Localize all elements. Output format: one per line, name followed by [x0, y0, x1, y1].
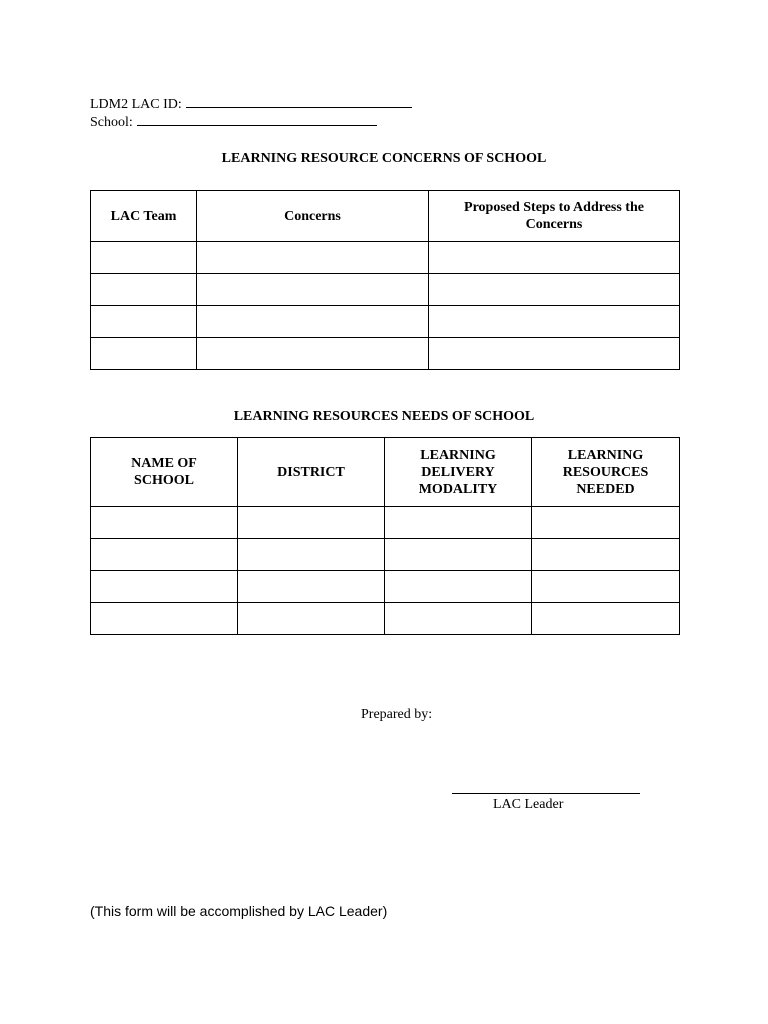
table-cell[interactable] [91, 507, 238, 539]
needs-table [90, 437, 680, 635]
concerns-section-title: LEARNING RESOURCE CONCERNS OF SCHOOL [221, 151, 547, 166]
table-row [91, 242, 680, 274]
table-cell[interactable] [385, 603, 532, 635]
col-header-lac-team: LAC Team [91, 191, 197, 242]
table-cell[interactable] [238, 539, 385, 571]
col-header-concerns: Concerns [197, 191, 429, 242]
table-row [91, 306, 680, 338]
table-cell[interactable] [91, 571, 238, 603]
ldm-lac-id-label: LDM2 LAC ID: [90, 97, 182, 112]
ldm-lac-id-field [90, 94, 412, 114]
table-cell[interactable] [238, 571, 385, 603]
table-cell[interactable] [385, 507, 532, 539]
table-cell[interactable] [429, 306, 680, 338]
table-cell[interactable] [197, 242, 429, 274]
table-cell[interactable] [429, 274, 680, 306]
table-cell[interactable] [429, 338, 680, 370]
table-row [91, 539, 680, 571]
table-cell[interactable] [532, 539, 680, 571]
school-blank[interactable] [137, 112, 377, 126]
concerns-table [90, 190, 680, 370]
table-cell[interactable] [532, 603, 680, 635]
table-row [91, 603, 680, 635]
table-cell[interactable] [532, 571, 680, 603]
table-cell[interactable] [91, 274, 197, 306]
col-header-resources-needed: LEARNING RESOURCES NEEDED [532, 438, 680, 507]
col-header-delivery-modality: LEARNING DELIVERY MODALITY [385, 438, 532, 507]
needs-section-title: LEARNING RESOURCES NEEDS OF SCHOOL [233, 409, 535, 424]
ldm-lac-id-blank[interactable] [186, 94, 412, 108]
table-row [91, 507, 680, 539]
table-cell[interactable] [385, 539, 532, 571]
form-footnote: (This form will be accomplished by LAC Leader) [90, 903, 388, 919]
table-row [91, 274, 680, 306]
signature-line[interactable] [452, 793, 640, 794]
table-cell[interactable] [238, 507, 385, 539]
table-cell[interactable] [238, 603, 385, 635]
school-label: School: [90, 115, 133, 130]
concerns-header-row [91, 191, 680, 242]
needs-header-row [91, 438, 680, 507]
table-cell[interactable] [91, 603, 238, 635]
table-cell[interactable] [197, 338, 429, 370]
col-header-name-of-school: NAME OF SCHOOL [91, 438, 238, 507]
table-row [91, 571, 680, 603]
table-cell[interactable] [197, 274, 429, 306]
table-cell[interactable] [197, 306, 429, 338]
table-cell[interactable] [91, 539, 238, 571]
table-cell[interactable] [385, 571, 532, 603]
table-cell[interactable] [91, 338, 197, 370]
col-header-proposed-steps: Proposed Steps to Address the Concerns [429, 191, 680, 242]
col-header-district: DISTRICT [238, 438, 385, 507]
school-field [90, 112, 377, 132]
lac-leader-label: LAC Leader [493, 797, 564, 812]
table-cell[interactable] [91, 242, 197, 274]
table-row [91, 338, 680, 370]
prepared-by-label: Prepared by: [361, 707, 433, 722]
table-cell[interactable] [91, 306, 197, 338]
table-cell[interactable] [429, 242, 680, 274]
table-cell[interactable] [532, 507, 680, 539]
